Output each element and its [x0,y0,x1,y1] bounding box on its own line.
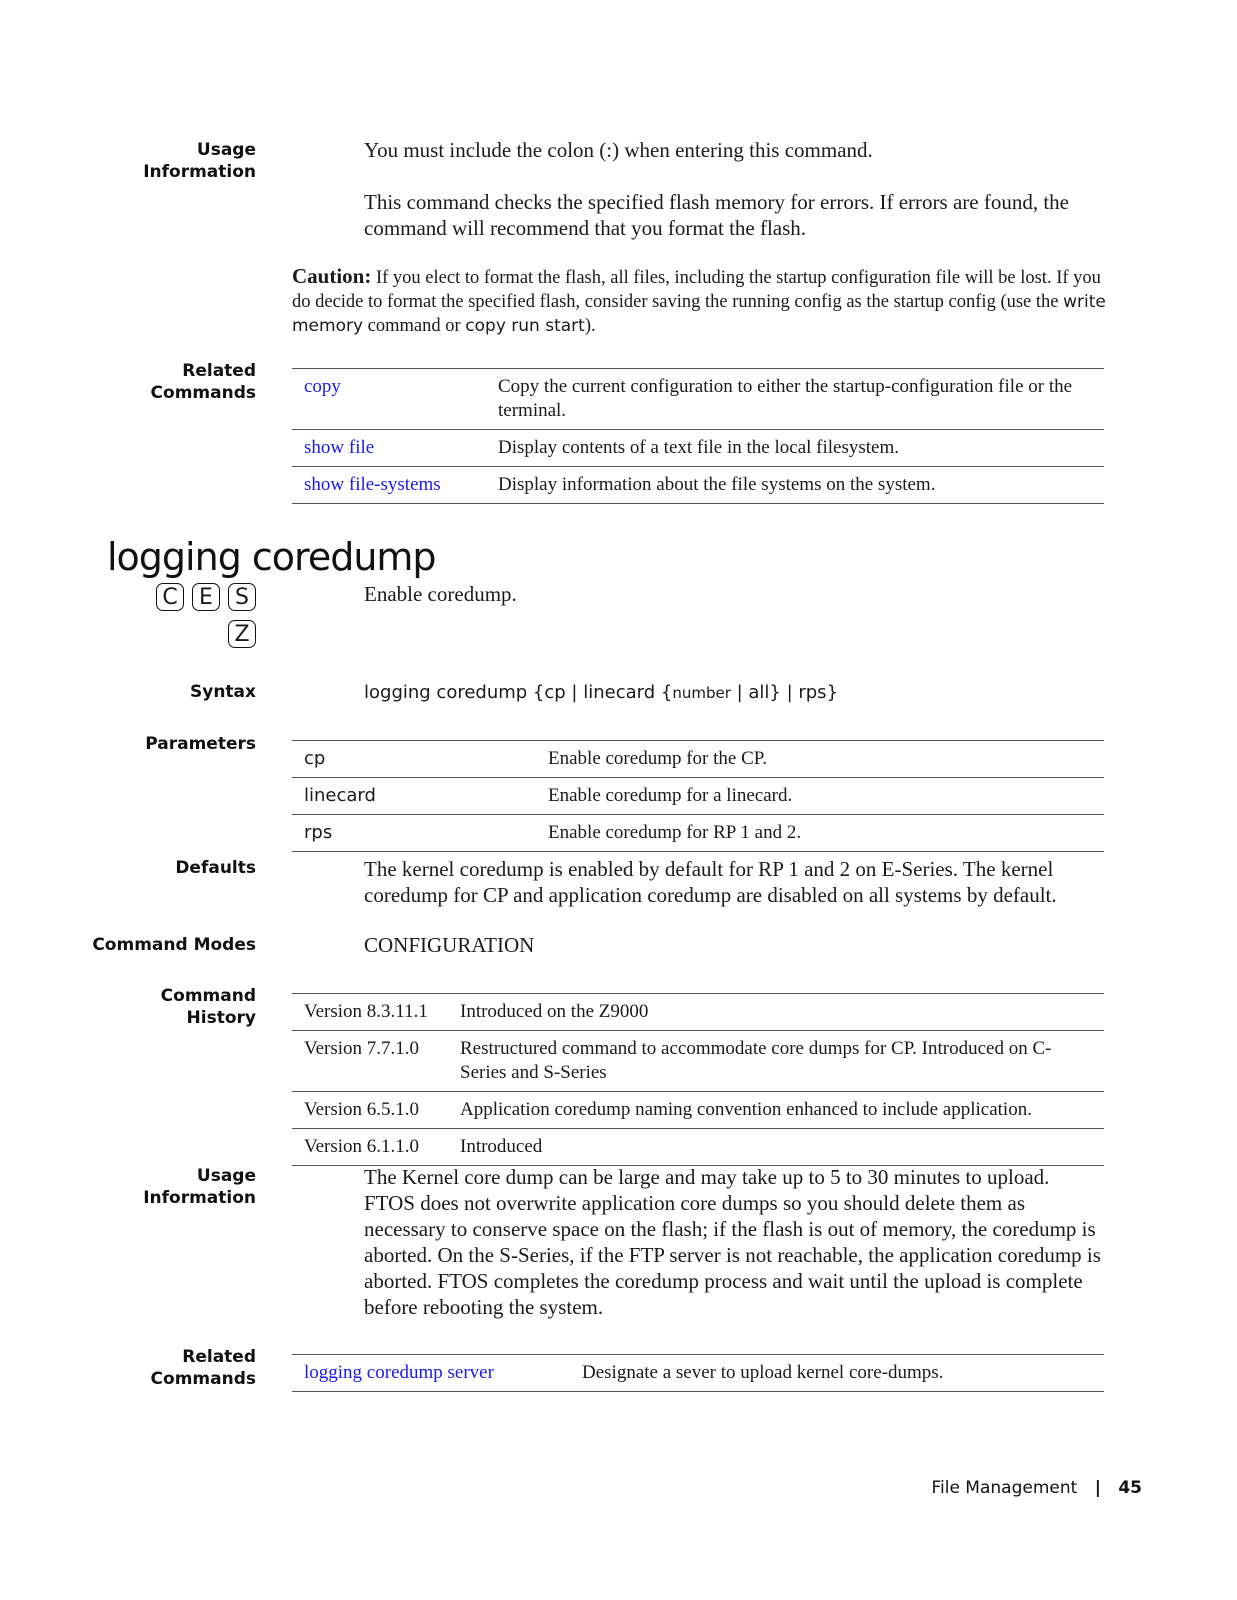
platform-badge-c: C [156,583,184,611]
page-number: 45 [1118,1478,1142,1498]
table-row [292,1355,1104,1392]
table-row [292,994,1104,1031]
table-cell: Copy the current configuration to either the startup-configuration file or the terminal. [486,369,1104,430]
parameter-description: Enable coredump for the CP. [536,741,1104,778]
table-row [292,1129,1104,1166]
related-label-line1: Related [182,1347,256,1367]
parameter-name: rps [292,815,536,852]
related-link-show-file-systems[interactable]: show file-systems [304,474,441,495]
related-label-line2: Commands [150,1369,256,1389]
history-label-line2: History [186,1008,256,1028]
table-row [292,467,1104,504]
related-commands-label-2 [151,1346,256,1390]
command-history-table [292,993,1104,1166]
caution-text-b: command or [363,316,466,336]
usage-information-label-2 [143,1165,256,1209]
table-row [292,778,1104,815]
related-link-copy[interactable]: copy [304,376,341,397]
page-footer [931,1478,1142,1498]
platform-badge-e: E [192,583,220,611]
command-title: logging coredump [107,535,436,579]
history-description: Restructured command to accommodate core dumps for CP. Introduced on C-Series and S-Series [448,1031,1104,1092]
usage-label-line1: Usage [196,140,256,160]
usage-information-label [143,139,256,183]
table-cell: Display contents of a text file in the local filesystem. [486,430,1104,467]
table-row [292,430,1104,467]
usage-information-text: The Kernel core dump can be large and may take up to 5 to 30 minutes to upload. FTOS does not overwrite application core dumps so you should delete them as necessary to conserve space on the flash; if the flash is out of memory, the coredump is aborted. On the S-Series, if the FTP server is not reachable, the application coredump is aborted. FTOS completes the coredump process and wait until the upload is complete before rebooting the system. [364,1165,1101,1319]
table-cell: Designate a sever to upload kernel core-dumps. [570,1355,1104,1392]
usage-label-line2: Information [143,1188,256,1208]
table-row [292,815,1104,852]
platform-badge-z: Z [228,620,256,648]
parameter-name: linecard [292,778,536,815]
table-row [292,1092,1104,1129]
command-modes-value: CONFIGURATION [364,933,535,957]
parameter-description: Enable coredump for a linecard. [536,778,1104,815]
table-row [292,369,1104,430]
table-row [292,1031,1104,1092]
footer-separator: | [1094,1478,1101,1498]
caution-command-copy-run-start: copy run start [465,316,585,336]
table-row [292,741,1104,778]
parameter-description: Enable coredump for RP 1 and 2. [536,815,1104,852]
history-description: Introduced on the Z9000 [448,994,1104,1031]
usage-label-line2: Information [143,162,256,182]
related-link-logging-coredump-server[interactable]: logging coredump server [304,1362,494,1383]
caution-label: Caution: [292,264,372,288]
history-version: Version 6.5.1.0 [292,1092,448,1129]
related-commands-table-2 [292,1354,1104,1392]
platform-badge-s: S [228,583,256,611]
history-label-line1: Command [160,986,256,1006]
syntax-part-c: | all} | rps} [730,682,839,703]
history-version: Version 6.1.1.0 [292,1129,448,1166]
caution-text-a: If you elect to format the flash, all files, including the startup configuration file will be lost. If you do decide to format the specified flash, consider saving the running config as the startup config (use the [292,268,1101,312]
caution-command-write-memory: write memory [292,292,1106,336]
command-history-label [161,985,256,1029]
parameter-name: cp [292,741,536,778]
usage-paragraph-2: This command checks the specified flash memory for errors. If errors are found, the command will recommend that you format the flash. [364,190,1069,240]
caution-text-c: ). [584,316,596,336]
related-commands-label [151,360,256,404]
defaults-label: Defaults [175,858,256,878]
defaults-text: The kernel coredump is enabled by default for RP 1 and 2 on E-Series. The kernel coredump for CP and application coredump are disabled on all systems by default. [364,857,1057,907]
syntax-line [364,682,838,703]
related-label-line1: Related [182,361,256,381]
caution-note [292,264,1107,338]
related-label-line2: Commands [150,383,256,403]
usage-paragraph-1: You must include the colon (:) when entering this command. [364,138,873,162]
parameters-label: Parameters [145,734,256,754]
footer-section: File Management [931,1478,1078,1498]
related-link-show-file[interactable]: show file [304,437,375,458]
history-version: Version 8.3.11.1 [292,994,448,1031]
syntax-part-a: logging coredump {cp | linecard { [364,682,673,703]
history-description: Application coredump naming convention enhanced to include application. [448,1092,1104,1129]
syntax-part-number: number [672,684,731,702]
command-modes-label: Command Modes [92,935,256,955]
command-description: Enable coredump. [364,582,517,606]
history-version: Version 7.7.1.0 [292,1031,448,1092]
history-description: Introduced [448,1129,1104,1166]
syntax-label: Syntax [190,682,256,702]
parameters-table [292,740,1104,852]
related-commands-table [292,368,1104,504]
platform-badges [148,583,256,648]
usage-label-line1: Usage [196,1166,256,1186]
table-cell: Display information about the file systems on the system. [486,467,1104,504]
